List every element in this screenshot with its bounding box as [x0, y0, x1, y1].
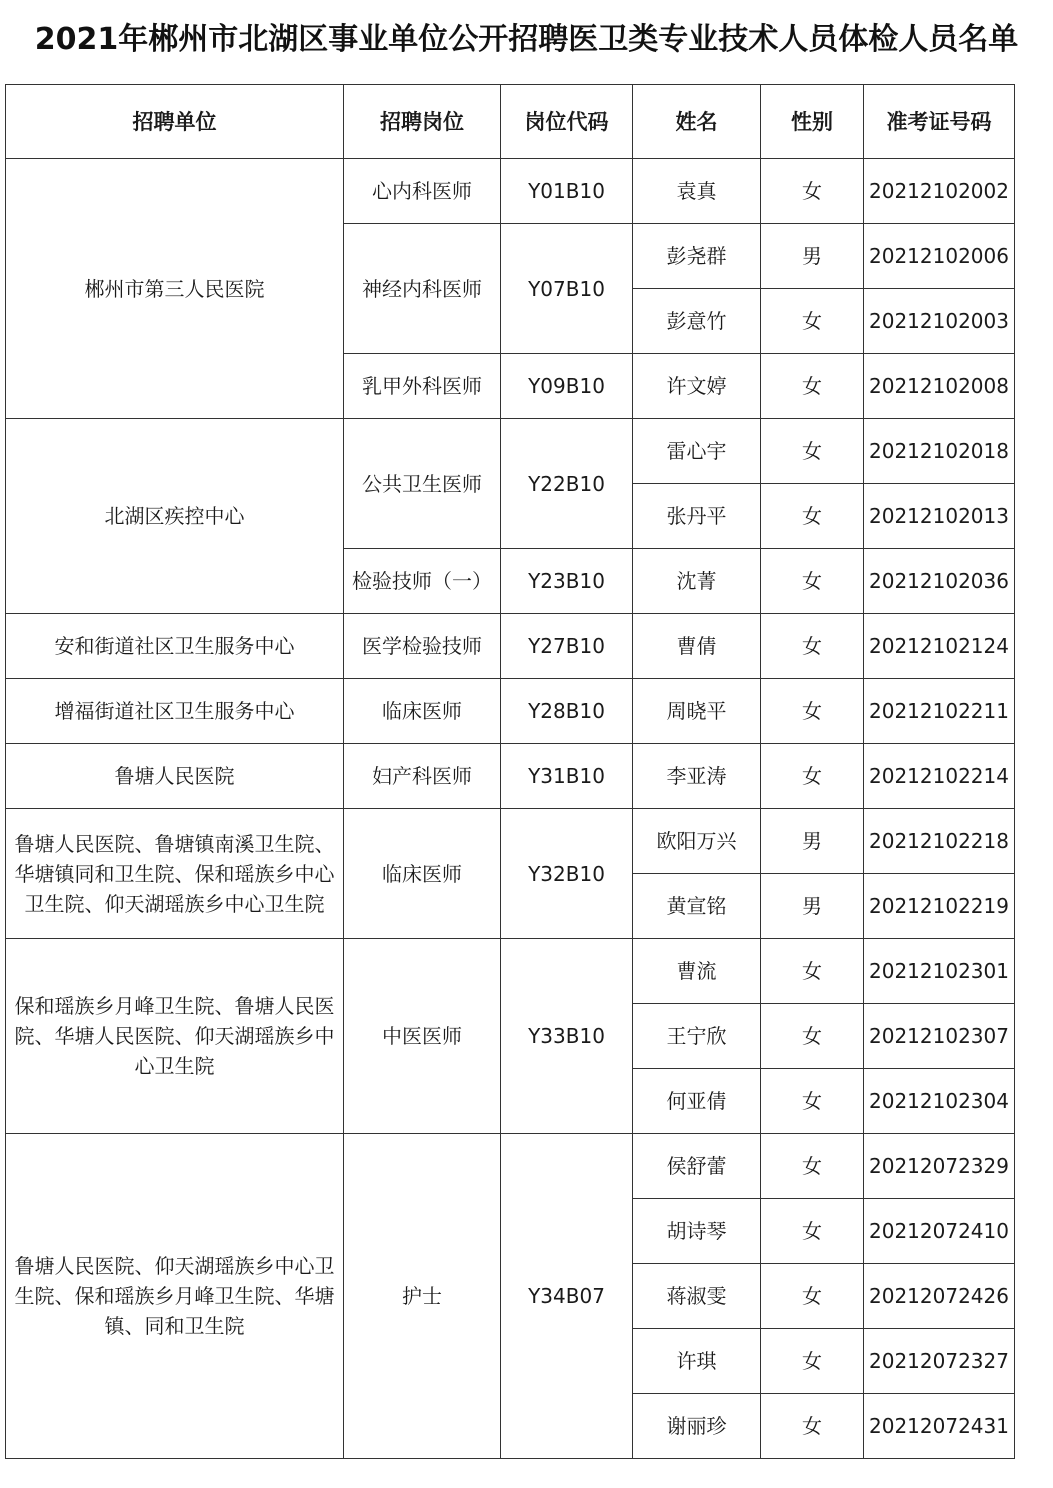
exam-id-cell: 20212102214	[864, 744, 1015, 809]
gender-cell: 女	[761, 484, 864, 549]
code-cell: Y23B10	[501, 549, 633, 614]
unit-cell: 增福街道社区卫生服务中心	[6, 679, 344, 744]
gender-cell: 女	[761, 614, 864, 679]
post-cell: 公共卫生医师	[344, 419, 501, 549]
page-title: 2021年郴州市北湖区事业单位公开招聘医卫类专业技术人员体检人员名单	[34, 22, 1019, 57]
table-row	[6, 744, 1015, 809]
gender-cell: 女	[761, 1264, 864, 1329]
candidate-table	[5, 84, 1015, 1459]
gender-cell: 女	[761, 419, 864, 484]
post-cell: 神经内科医师	[344, 224, 501, 354]
table-row	[6, 679, 1015, 744]
table-row	[6, 939, 1015, 1004]
code-cell: Y22B10	[501, 419, 633, 549]
unit-cell: 郴州市第三人民医院	[6, 159, 344, 419]
code-cell: Y28B10	[501, 679, 633, 744]
gender-cell: 男	[761, 224, 864, 289]
name-cell: 谢丽珍	[633, 1394, 761, 1459]
unit-cell: 保和瑶族乡月峰卫生院、鲁塘人民医院、华塘人民医院、仰天湖瑶族乡中心卫生院	[6, 939, 344, 1134]
gender-cell: 女	[761, 289, 864, 354]
code-cell: Y27B10	[501, 614, 633, 679]
name-cell: 欧阳万兴	[633, 809, 761, 874]
table-row	[6, 809, 1015, 874]
post-cell: 护士	[344, 1134, 501, 1459]
exam-id-cell: 20212102008	[864, 354, 1015, 419]
table-header-row	[6, 85, 1015, 159]
header-post: 招聘岗位	[344, 85, 501, 159]
header-exam-id: 准考证号码	[864, 85, 1015, 159]
gender-cell: 男	[761, 809, 864, 874]
exam-id-cell: 20212072410	[864, 1199, 1015, 1264]
code-cell: Y34B07	[501, 1134, 633, 1459]
exam-id-cell: 20212102003	[864, 289, 1015, 354]
header-name: 姓名	[633, 85, 761, 159]
table-row	[6, 159, 1015, 224]
gender-cell: 女	[761, 1004, 864, 1069]
exam-id-cell: 20212102006	[864, 224, 1015, 289]
name-cell: 黄宣铭	[633, 874, 761, 939]
table-row	[6, 614, 1015, 679]
name-cell: 蒋淑雯	[633, 1264, 761, 1329]
name-cell: 何亚倩	[633, 1069, 761, 1134]
exam-id-cell: 20212072426	[864, 1264, 1015, 1329]
header-unit: 招聘单位	[6, 85, 344, 159]
gender-cell: 女	[761, 1134, 864, 1199]
post-cell: 心内科医师	[344, 159, 501, 224]
post-cell: 妇产科医师	[344, 744, 501, 809]
gender-cell: 女	[761, 1329, 864, 1394]
gender-cell: 女	[761, 159, 864, 224]
gender-cell: 女	[761, 354, 864, 419]
gender-cell: 男	[761, 874, 864, 939]
unit-cell: 鲁塘人民医院、鲁塘镇南溪卫生院、华塘镇同和卫生院、保和瑶族乡中心卫生院、仰天湖瑶族乡中心卫生院	[6, 809, 344, 939]
table-row	[6, 1134, 1015, 1199]
exam-id-cell: 20212102018	[864, 419, 1015, 484]
exam-id-cell: 20212072431	[864, 1394, 1015, 1459]
name-cell: 许文婷	[633, 354, 761, 419]
exam-id-cell: 20212102002	[864, 159, 1015, 224]
name-cell: 侯舒蕾	[633, 1134, 761, 1199]
exam-id-cell: 20212102013	[864, 484, 1015, 549]
name-cell: 李亚涛	[633, 744, 761, 809]
name-cell: 王宁欣	[633, 1004, 761, 1069]
exam-id-cell: 20212102036	[864, 549, 1015, 614]
header-gender: 性别	[761, 85, 864, 159]
post-cell: 临床医师	[344, 679, 501, 744]
exam-id-cell: 20212102307	[864, 1004, 1015, 1069]
unit-cell: 安和街道社区卫生服务中心	[6, 614, 344, 679]
name-cell: 曹流	[633, 939, 761, 1004]
gender-cell: 女	[761, 1394, 864, 1459]
gender-cell: 女	[761, 679, 864, 744]
code-cell: Y01B10	[501, 159, 633, 224]
name-cell: 彭意竹	[633, 289, 761, 354]
gender-cell: 女	[761, 549, 864, 614]
exam-id-cell: 20212072329	[864, 1134, 1015, 1199]
exam-id-cell: 20212102219	[864, 874, 1015, 939]
name-cell: 张丹平	[633, 484, 761, 549]
code-cell: Y31B10	[501, 744, 633, 809]
code-cell: Y09B10	[501, 354, 633, 419]
gender-cell: 女	[761, 744, 864, 809]
exam-id-cell: 20212102218	[864, 809, 1015, 874]
code-cell: Y33B10	[501, 939, 633, 1134]
name-cell: 曹倩	[633, 614, 761, 679]
exam-id-cell: 20212102304	[864, 1069, 1015, 1134]
post-cell: 医学检验技师	[344, 614, 501, 679]
name-cell: 彭尧群	[633, 224, 761, 289]
exam-id-cell: 20212072327	[864, 1329, 1015, 1394]
name-cell: 胡诗琴	[633, 1199, 761, 1264]
exam-id-cell: 20212102211	[864, 679, 1015, 744]
name-cell: 袁真	[633, 159, 761, 224]
gender-cell: 女	[761, 1069, 864, 1134]
post-cell: 中医医师	[344, 939, 501, 1134]
exam-id-cell: 20212102124	[864, 614, 1015, 679]
gender-cell: 女	[761, 939, 864, 1004]
post-cell: 临床医师	[344, 809, 501, 939]
name-cell: 雷心宇	[633, 419, 761, 484]
code-cell: Y07B10	[501, 224, 633, 354]
name-cell: 周晓平	[633, 679, 761, 744]
name-cell: 许琪	[633, 1329, 761, 1394]
table-row	[6, 419, 1015, 484]
gender-cell: 女	[761, 1199, 864, 1264]
post-cell: 乳甲外科医师	[344, 354, 501, 419]
post-cell: 检验技师（一）	[344, 549, 501, 614]
unit-cell: 鲁塘人民医院、仰天湖瑶族乡中心卫生院、保和瑶族乡月峰卫生院、华塘镇、同和卫生院	[6, 1134, 344, 1459]
exam-id-cell: 20212102301	[864, 939, 1015, 1004]
header-code: 岗位代码	[501, 85, 633, 159]
unit-cell: 北湖区疾控中心	[6, 419, 344, 614]
unit-cell: 鲁塘人民医院	[6, 744, 344, 809]
name-cell: 沈菁	[633, 549, 761, 614]
code-cell: Y32B10	[501, 809, 633, 939]
